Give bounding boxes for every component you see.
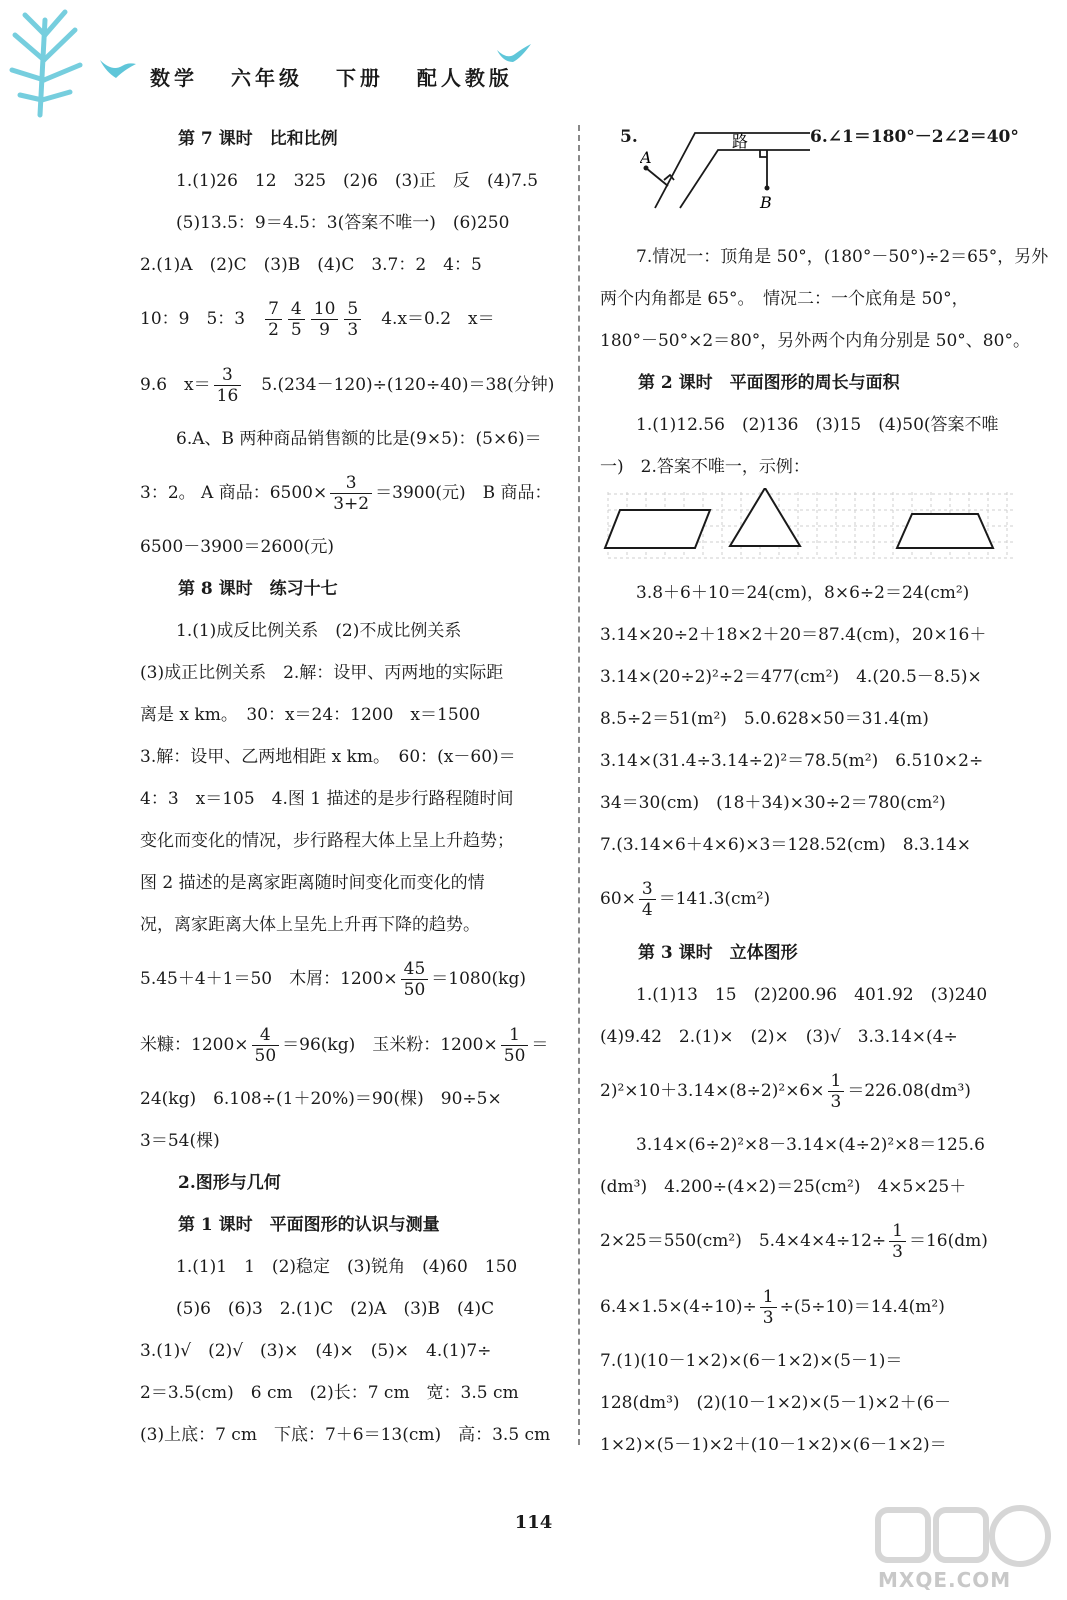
- answer-line: [600, 1340, 1025, 1382]
- answer-text: 3.14×(20÷2)²÷2＝477(cm²) 4.(20.5－8.5)×: [600, 667, 982, 687]
- answer-text: 34＝30(cm) (18＋34)×30÷2＝780(cm²): [600, 793, 946, 813]
- road-label: 路: [732, 132, 749, 151]
- fraction-denominator: 9: [319, 320, 330, 340]
- answer-text: 3.(1)√ (2)√ (3)× (4)× (5)× 4.(1)7÷: [140, 1341, 492, 1361]
- volume-label: 下册: [335, 66, 384, 90]
- fraction: [889, 1221, 906, 1262]
- answer-line: [140, 1372, 560, 1414]
- answer-text: 2＝3.5(cm) 6 cm (2)长：7 cm 宽：3.5 cm: [140, 1383, 519, 1403]
- answer-line: [600, 656, 1025, 698]
- answer-text: 第 7 课时 比和比例: [178, 129, 338, 149]
- point-b-label: B: [760, 193, 772, 212]
- answer-line: [140, 946, 560, 1012]
- fraction-numerator: 3: [330, 473, 372, 494]
- grade-label: 六年级: [230, 66, 303, 90]
- fraction: [760, 1287, 777, 1328]
- angle-answer: 6.∠1＝180°－2∠2＝40°: [810, 127, 1019, 147]
- fraction: [265, 299, 282, 340]
- parallelogram-shape: [605, 510, 710, 548]
- fraction-denominator: 5: [290, 320, 302, 340]
- answer-text: 6500－3900＝2600(元): [140, 537, 335, 557]
- answer-line: [140, 904, 560, 946]
- answer-line: [600, 572, 1025, 614]
- answer-text: 2.(1)A (2)C (3)B (4)C 3.7：2 4：5: [140, 255, 482, 275]
- answer-line: [600, 614, 1025, 656]
- answer-text: ＝1080(kg): [431, 969, 526, 989]
- answer-line: [140, 244, 560, 286]
- answer-text: 2×25＝550(cm²) 5.4×4×4÷12÷: [600, 1231, 887, 1251]
- answer-line: [140, 1414, 560, 1456]
- answer-line: [140, 1078, 560, 1120]
- answer-text: 4：3 x＝105 4.图 1 描述的是步行路程随时间: [140, 789, 514, 809]
- fraction: [214, 365, 242, 406]
- fraction-numerator: 5: [344, 299, 361, 320]
- answer-line: [140, 694, 560, 736]
- fraction: [344, 299, 361, 340]
- answer-text: 128(dm³) (2)(10－1×2)×(5－1)×2＋(6－: [600, 1393, 952, 1413]
- answer-line: [600, 1274, 1025, 1340]
- answer-text: ＝16(dm): [908, 1231, 988, 1251]
- answer-text: 3：2。 A 商品：6500×: [140, 483, 328, 503]
- answer-text: 5.(234－120)÷(120÷40)＝38(分钟): [244, 375, 555, 395]
- fraction-denominator: 50: [403, 980, 426, 1000]
- answer-text: (4)9.42 2.(1)× (2)× (3)√ 3.3.14×(4÷: [600, 1027, 958, 1047]
- fraction-denominator: 50: [254, 1046, 277, 1066]
- answer-text: 8.5÷2＝51(m²) 5.0.628×50＝31.4(m): [600, 709, 929, 729]
- fraction-denominator: 3: [762, 1308, 774, 1328]
- answer-text: ＝226.08(dm³): [847, 1081, 971, 1101]
- subject-label: 数学: [150, 66, 198, 90]
- fraction-denominator: 3: [830, 1092, 842, 1112]
- section-heading: [140, 568, 560, 610]
- answer-line: [140, 352, 560, 418]
- answer-text: 9.6 x＝: [140, 375, 211, 395]
- answer-text: 1.(1)26 12 325 (2)6 (3)正 反 (4)7.5: [176, 171, 539, 191]
- answer-text: 离是 x km。 30：x＝24：1200 x＝1500: [140, 705, 481, 725]
- answer-line: [140, 1288, 560, 1330]
- book-title: [150, 62, 535, 91]
- fraction: [330, 473, 372, 514]
- answer-text: ＝3900(元) B 商品：: [375, 483, 552, 503]
- answer-text: 3＝54(棵): [140, 1131, 220, 1151]
- answer-text: 米糠：1200×: [140, 1035, 249, 1055]
- fraction: [288, 299, 305, 340]
- answer-text: (5)13.5：9＝4.5：3(答案不唯一) (6)250: [176, 213, 510, 233]
- answer-text: ＝96(kg) 玉米粉：1200×: [282, 1035, 498, 1055]
- example-shapes-figure: [600, 488, 1025, 572]
- section-heading: [600, 932, 1025, 974]
- answer-text: 图 2 描述的是离家距离随时间变化而变化的情: [140, 873, 485, 893]
- answer-line: [600, 782, 1025, 824]
- answer-text: 10：9 5：3: [140, 309, 263, 329]
- answer-text: 5.45＋4＋1＝50 木屑：1200×: [140, 969, 398, 989]
- answer-line: [600, 1382, 1025, 1424]
- watermark-text: MXQE.COM: [878, 1568, 1012, 1592]
- fraction: [639, 879, 656, 920]
- answer-text: 两个内角都是 65°。 情况二：一个底角是 50°，: [600, 289, 969, 309]
- answer-text: (3)上底：7 cm 下底：7＋6＝13(cm) 高：3.5 cm: [140, 1425, 551, 1445]
- answer-line: [140, 862, 560, 904]
- answer-text: 3.8＋6＋10＝24(cm)，8×6÷2＝24(cm²): [636, 583, 970, 603]
- answer-text: 7.情况一：顶角是 50°，(180°－50°)÷2＝65°，另外: [636, 247, 1049, 267]
- answer-text: 3.14×(6÷2)²×8－3.14×(4÷2)²×8＝125.6: [636, 1135, 985, 1155]
- answer-text: 24(kg) 6.108÷(1＋20%)＝90(棵) 90÷5×: [140, 1089, 502, 1109]
- section-heading: [600, 362, 1025, 404]
- answer-text: 1.(1)1 1 (2)稳定 (3)锐角 (4)60 150: [176, 1257, 518, 1277]
- answer-line: [600, 1424, 1025, 1466]
- answer-line: [600, 1166, 1025, 1208]
- answer-text: 第 3 课时 立体图形: [638, 943, 798, 963]
- fraction-denominator: 2: [268, 320, 279, 340]
- fraction: [311, 299, 339, 340]
- answer-line: [140, 652, 560, 694]
- fraction-numerator: 3: [639, 879, 656, 900]
- answer-text: 7.(3.14×6＋4×6)×3＝128.52(cm) 8.3.14×: [600, 835, 972, 855]
- answer-line: [600, 446, 1025, 488]
- answer-text: 2)²×10＋3.14×(8÷2)²×6×: [600, 1081, 825, 1101]
- answer-text: 7.(1)(10－1×2)×(6－1×2)×(5－1)＝: [600, 1351, 903, 1371]
- answer-line: [600, 1016, 1025, 1058]
- answer-line: [140, 160, 560, 202]
- answer-line: [600, 404, 1025, 446]
- answer-text: (5)6 (6)3 2.(1)C (2)A (3)B (4)C: [176, 1299, 495, 1319]
- answer-text: 一) 2.答案不唯一，示例：: [600, 457, 810, 477]
- answer-text: ＝141.3(cm²): [658, 889, 771, 909]
- shapes-grid: [600, 488, 1025, 564]
- answer-line: [600, 740, 1025, 782]
- answer-text: ÷(5÷10)＝14.4(m²): [779, 1297, 945, 1317]
- answer-text: 6.4×1.5×(4÷10)÷: [600, 1297, 757, 1317]
- fraction-numerator: 1: [501, 1025, 529, 1046]
- answer-line: [600, 866, 1025, 932]
- left-column: [140, 118, 560, 1456]
- answer-text: (dm³) 4.200÷(4×2)＝25(cm²) 4×5×25＋: [600, 1177, 967, 1197]
- fraction-numerator: 1: [828, 1071, 845, 1092]
- answer-text: 180°－50°×2＝80°，另外两个内角分别是 50°、80°。: [600, 331, 1030, 351]
- answer-line: [140, 202, 560, 244]
- edition-label: 配人教版: [416, 66, 513, 90]
- answer-line: [140, 1120, 560, 1162]
- answer-line: [600, 278, 1025, 320]
- fraction-numerator: 1: [889, 1221, 906, 1242]
- answer-text: 变化而变化的情况，步行路程大体上呈上升趋势；: [140, 831, 514, 851]
- figure-road-row: [600, 118, 1025, 236]
- answer-line: [140, 610, 560, 652]
- answer-text: 第 1 课时 平面图形的认识与测量: [178, 1215, 440, 1235]
- section-heading: [140, 1204, 560, 1246]
- fraction: [501, 1025, 529, 1066]
- answer-text: 1.(1)13 15 (2)200.96 401.92 (3)240: [636, 985, 988, 1005]
- answer-line: [600, 236, 1049, 278]
- fraction-denominator: 3: [892, 1242, 903, 1262]
- fraction-numerator: 7: [265, 299, 282, 320]
- answer-text: 1.(1)成反比例关系 (2)不成比例关系: [176, 621, 462, 641]
- fraction-denominator: 3+2: [333, 494, 370, 514]
- point-a-label: A: [640, 148, 652, 167]
- answer-line: [600, 320, 1030, 362]
- answer-text: 第 2 课时 平面图形的周长与面积: [638, 373, 900, 393]
- answer-text: 3.解：设甲、乙两地相距 x km。 60：(x－60)＝: [140, 747, 516, 767]
- fraction-numerator: 10: [311, 299, 339, 320]
- answer-text: (3)成正比例关系 2.解：设甲、丙两地的实际距: [140, 663, 504, 683]
- right-column: [600, 118, 1049, 1466]
- fraction-numerator: 4: [288, 299, 305, 320]
- column-divider: [578, 125, 580, 1445]
- answer-line: [600, 974, 1025, 1016]
- answer-text: ＝: [531, 1035, 549, 1055]
- trapezoid-shape: [897, 514, 993, 548]
- fraction-denominator: 16: [216, 386, 239, 406]
- answer-text: 6.A、B 两种商品销售额的比是(9×5)：(5×6)＝: [176, 429, 542, 449]
- fraction: [828, 1071, 845, 1112]
- fraction-numerator: 4: [252, 1025, 280, 1046]
- answer-line: [140, 1012, 560, 1078]
- decorative-plant-icon: [0, 0, 140, 120]
- answer-line: [600, 824, 1025, 866]
- answer-line: [140, 286, 560, 352]
- answer-line: [600, 1124, 1025, 1166]
- section-heading: [140, 118, 560, 160]
- answer-line: [140, 418, 560, 460]
- answer-text: 3.14×20÷2＋18×2＋20＝87.4(cm)，20×16＋: [600, 625, 987, 645]
- fraction-denominator: 4: [641, 900, 653, 920]
- answer-line: [140, 460, 560, 526]
- answer-text: 60×: [600, 889, 636, 909]
- answer-text: 3.14×(31.4÷3.14÷2)²＝78.5(m²) 6.510×2÷: [600, 751, 984, 771]
- fraction-denominator: 3: [347, 320, 359, 340]
- answer-line: [140, 526, 560, 568]
- answer-text: 1.(1)12.56 (2)136 (3)15 (4)50(答案不唯: [636, 415, 999, 435]
- fraction-numerator: 1: [760, 1287, 777, 1308]
- answer-line: [140, 736, 560, 778]
- answer-line: [140, 820, 560, 862]
- road-diagram: [640, 128, 830, 228]
- answer-line: [140, 1330, 560, 1372]
- answer-line: [140, 1246, 560, 1288]
- answer-text: 2.图形与几何: [178, 1173, 281, 1193]
- fraction: [252, 1025, 280, 1066]
- fraction: [401, 959, 429, 1000]
- fraction-numerator: 45: [401, 959, 429, 980]
- answer-line: [600, 1208, 1025, 1274]
- answer-text: 1×2)×(5－1)×2＋(10－1×2)×(6－1×2)＝: [600, 1435, 947, 1455]
- page-header: [0, 0, 1067, 120]
- question-number: 5.: [620, 127, 638, 147]
- fraction-denominator: 50: [503, 1046, 526, 1066]
- answer-line: [140, 778, 560, 820]
- answer-line: [600, 698, 1025, 740]
- answer-text: 4.x＝0.2 x＝: [364, 309, 495, 329]
- fraction-numerator: 3: [214, 365, 242, 386]
- answer-text: 第 8 课时 练习十七: [178, 579, 338, 599]
- page-number: 114: [514, 1512, 553, 1533]
- section-heading: [140, 1162, 560, 1204]
- answer-line: [600, 1058, 1025, 1124]
- answer-text: 况，离家距离大体上呈先上升再下降的趋势。: [140, 915, 480, 935]
